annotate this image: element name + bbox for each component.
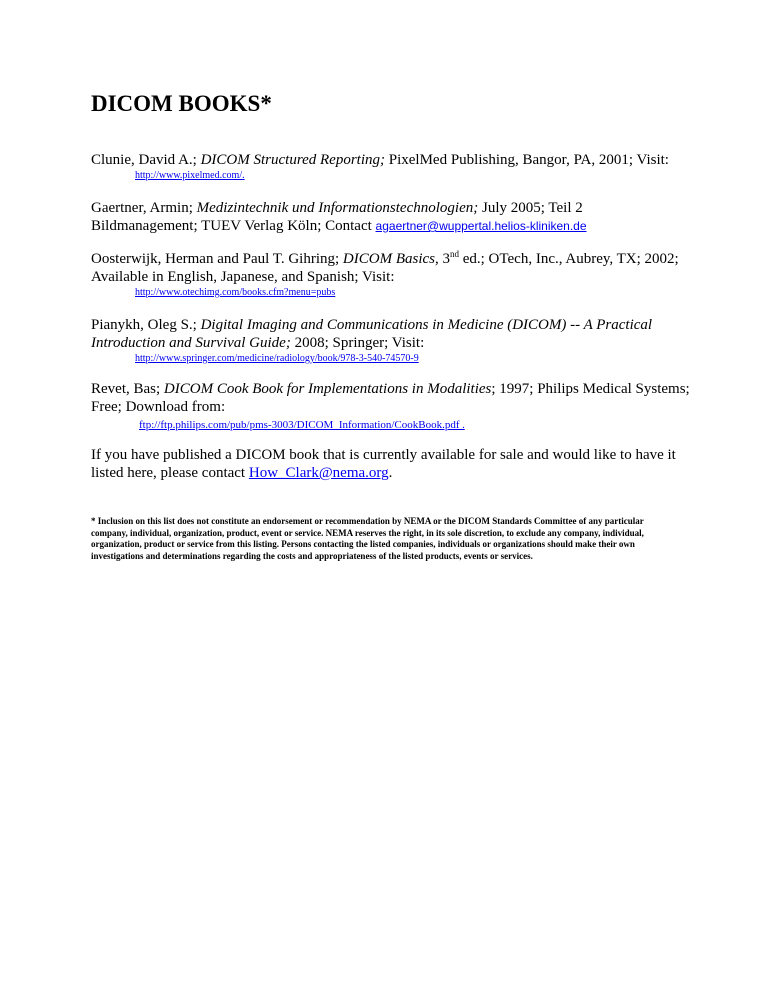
contact-paragraph xyxy=(91,446,691,482)
book-title: DICOM Cook Book for Implementations in Modalities xyxy=(163,381,492,397)
book-author: Clunie, David A.; xyxy=(91,152,201,168)
book-details: ; 1997; Philips Medical Systems; Free; Download from: xyxy=(91,381,690,415)
book-author: Oosterwijk, Herman and Paul T. Gihring; xyxy=(91,251,343,267)
page-title: DICOM BOOKS* xyxy=(91,91,272,116)
link-punctuation: . xyxy=(242,170,245,181)
book-citation xyxy=(91,380,691,416)
book-citation xyxy=(91,316,691,352)
book-link[interactable]: http://www.springer.com/medicine/radiology/book/978-3-540-74570-9 xyxy=(135,353,419,364)
book-link-row xyxy=(139,418,691,433)
book-citation xyxy=(91,250,691,286)
book-details: PixelMed Publishing, Bangor, PA, 2001; Visit: xyxy=(385,152,669,168)
book-citation xyxy=(91,199,691,235)
book-link[interactable]: http://www.pixelmed.com/ xyxy=(135,170,243,181)
contact-email-link[interactable]: agaertner@wuppertal.helios-kliniken.de xyxy=(375,219,587,233)
book-details: , 3 xyxy=(434,251,450,267)
book-link[interactable]: http://www.otechimg.com/books.cfm?menu=pubs xyxy=(135,287,336,298)
book-entry-oosterwijk xyxy=(91,250,691,300)
contact-punctuation: . xyxy=(388,465,393,481)
book-author: Pianykh, Oleg S.; xyxy=(91,317,201,333)
book-link-row xyxy=(135,169,691,183)
contact-text: If you have published a DICOM book that is currently available for sale and would like to have it listed here, please contact xyxy=(91,447,676,481)
book-details: July 2005; Teil 2 Bildmanagement; TUEV Verlag Köln; Contact xyxy=(91,200,583,234)
book-title: DICOM Structured Reporting; xyxy=(200,152,385,168)
book-citation xyxy=(91,151,691,169)
edition-superscript: nd xyxy=(449,249,459,259)
book-entry-clunie xyxy=(91,151,691,183)
book-title: Medizintechnik und Informationstechnologien; xyxy=(196,200,479,216)
book-author: Revet, Bas; xyxy=(91,381,164,397)
book-entry-revet xyxy=(91,380,691,433)
book-details: 2008; Springer; Visit: xyxy=(290,335,425,351)
book-link[interactable]: ftp://ftp.philips.com/pub/pms-3003/DICOM_Information/CookBook.pdf xyxy=(139,419,463,431)
book-details-continued: ed.; OTech, Inc., Aubrey, TX; 2002; Available in English, Japanese, and Spanish; Visit: xyxy=(91,251,679,285)
book-entry-pianykh xyxy=(91,316,691,366)
link-punctuation: . xyxy=(462,420,465,431)
contact-email-link[interactable]: How_Clark@nema.org xyxy=(248,465,389,481)
book-entry-gaertner xyxy=(91,199,691,235)
disclaimer-footnote: * Inclusion on this list does not constitute an endorsement or recommendation by NEMA or the DICOM Standards Committee of any particular company, individual, organization, product, event or service. NEMA reserves the right, in its sole discretion, to exclude any company, individual, organization, product or service from this listing. Persons contacting the listed companies, individuals or organizations should make their own investigations and determinations regarding the costs and appropriateness of the listed products, events or services. xyxy=(91,516,644,561)
book-author: Gaertner, Armin; xyxy=(91,200,197,216)
book-title: Digital Imaging and Communications in Medicine (DICOM) -- A Practical Introduction and Survival Guide; xyxy=(91,317,653,351)
book-title: DICOM Basics xyxy=(342,251,435,267)
